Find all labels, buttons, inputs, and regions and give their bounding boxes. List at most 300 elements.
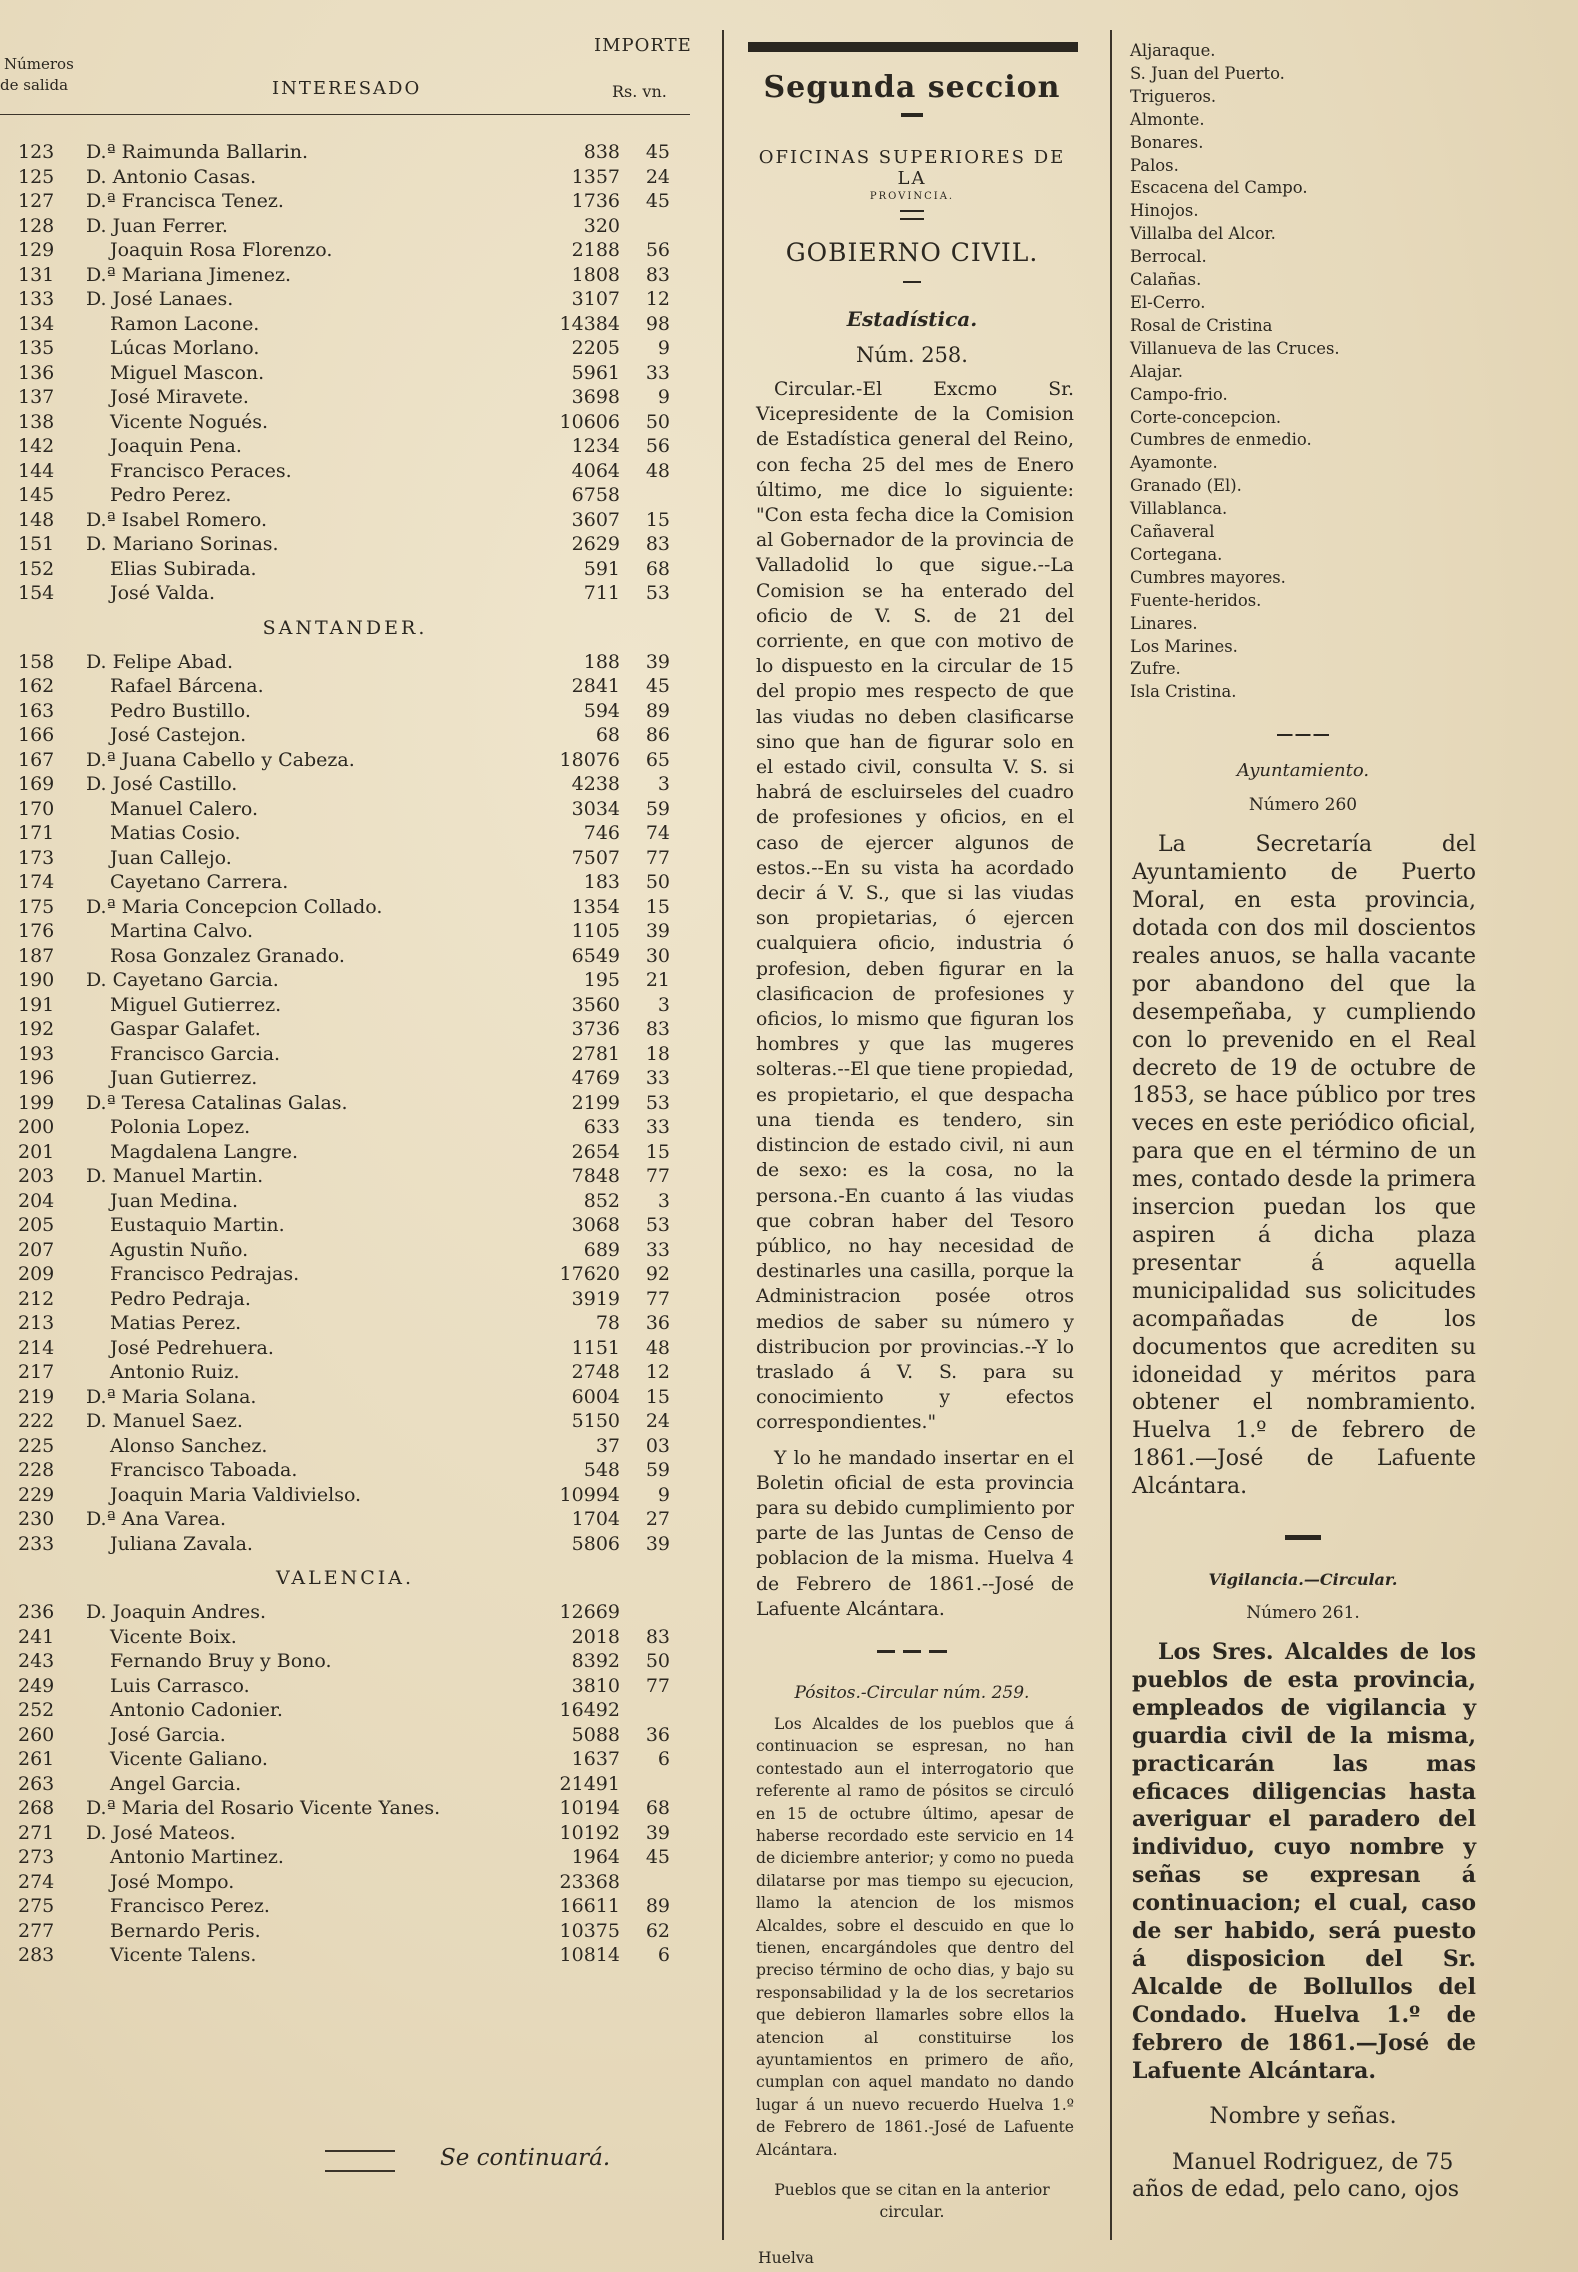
row-cents: 77 [645, 1674, 670, 1697]
row-name: José Mompo. [110, 1870, 235, 1893]
table-row [0, 238, 715, 263]
table-row [0, 723, 715, 748]
table-row [0, 1625, 715, 1650]
table-row [0, 189, 715, 214]
table-row [0, 1091, 715, 1116]
list-item: Cumbres de enmedio. [1130, 430, 1312, 450]
table-row [0, 944, 715, 969]
number-261: Número 261. [1246, 1603, 1360, 1624]
row-name: Vicente Boix. [110, 1625, 237, 1648]
list-item: El-Cerro. [1130, 292, 1206, 312]
row-name: Angel Garcia. [110, 1772, 242, 1795]
row-number: 131 [18, 263, 55, 286]
row-number: 229 [18, 1483, 55, 1506]
list-item: Campo-frio. [1130, 384, 1228, 404]
row-number: 127 [18, 190, 55, 212]
row-number: 212 [18, 1287, 55, 1310]
table-row [0, 1385, 715, 1410]
circular-258-closing: Y lo he mandado insertar en el Boletin oficial de esta provincia para su debido cumplimiento por parte de las Juntas de Censo de poblacion de la misma. Huelva 4 de Febrero de 1861.--José de Lafuente Alcántara. [756, 1447, 1074, 1620]
row-name: D.ª Isabel Romero. [86, 508, 268, 531]
row-number: 191 [18, 993, 55, 1016]
person-description: Manuel Rodriguez, de 75 años de edad, pelo cano, ojos [1132, 2149, 1460, 2202]
row-amount: 1637 [571, 1748, 620, 1770]
table-row [0, 1213, 715, 1238]
row-name: Joaquin Rosa Florenzo. [110, 239, 333, 261]
row-cents: 9 [657, 337, 670, 359]
row-cents: 12 [645, 288, 670, 310]
row-number: 196 [18, 1067, 55, 1089]
table-row [0, 1698, 715, 1723]
list-item: Villablanca. [1130, 499, 1228, 519]
nombre-senas-heading: Nombre y señas. [1209, 2103, 1397, 2129]
table-row [0, 1723, 715, 1748]
row-number: 249 [18, 1674, 55, 1697]
row-number: 193 [18, 1042, 55, 1065]
row-name: D.ª Juana Cabello y Cabeza. [86, 748, 355, 771]
row-amount: 5806 [571, 1532, 620, 1555]
row-amount: 548 [583, 1459, 620, 1481]
header-rsvn: Rs. vn. [612, 82, 667, 101]
row-amount: 2188 [571, 239, 620, 261]
row-amount: 3107 [571, 288, 620, 310]
row-number: 128 [18, 214, 55, 237]
row-cents: 15 [645, 1140, 670, 1163]
table-row [0, 1507, 715, 1532]
table-row [0, 895, 715, 920]
list-item: Los Marines. [1130, 636, 1238, 656]
table-row [0, 263, 715, 288]
row-amount: 18076 [559, 748, 620, 771]
table-row [0, 748, 715, 773]
row-name: D.ª Maria Solana. [86, 1385, 257, 1408]
table-row [0, 1017, 715, 1042]
row-cents: 9 [657, 1483, 670, 1506]
row-cents: 33 [645, 1116, 670, 1138]
row-number: 125 [18, 165, 55, 188]
list-item: Fuente-heridos. [1130, 590, 1262, 610]
row-cents: 83 [645, 1625, 670, 1648]
table-row [0, 336, 715, 361]
row-cents: 27 [645, 1508, 670, 1530]
row-number: 123 [18, 141, 55, 163]
pueblos-caption: Pueblos que se citan en la anterior circular. [774, 2181, 1050, 2222]
vigilancia-heading: Vigilancia.—Circular. [1208, 1570, 1398, 1590]
row-cents: 83 [645, 263, 670, 286]
list-item: Trigueros. [1130, 86, 1217, 106]
row-cents: 03 [645, 1434, 670, 1457]
row-cents: 56 [645, 239, 670, 261]
row-cents: 59 [645, 797, 670, 820]
row-number: 225 [18, 1434, 55, 1457]
notice-260-text: La Secretaría del Ayuntamiento de Puerto Moral, en esta provincia, dotada con dos mil doscientos reales anuos, se halla vacante por abandono del que la desempeñaba, y cumpliendo con lo prevenido en el Real decreto de 19 de octubre de 1853, se hace público por tres veces en este periódico oficial, para que en el término de un mes, contado desde la primera insercion puedan los que aspiren á dicha plaza presentar á aquella municipalidad sus solicitudes acompañadas de los documentos que acrediten su idoneidad y méritos para obtener el nombramiento. Huelva 1.º de febrero de 1861.—José de Lafuente Alcántara. [1132, 832, 1476, 1500]
row-name: Miguel Mascon. [110, 361, 265, 384]
number-260: Número 260 [1248, 795, 1358, 816]
row-amount: 320 [583, 214, 620, 237]
row-cents: 89 [645, 1895, 670, 1917]
row-amount: 2748 [571, 1361, 620, 1383]
row-amount: 852 [583, 1189, 620, 1212]
table-row [0, 1796, 715, 1821]
payment-list-column [0, 30, 715, 1968]
row-amount: 7848 [571, 1165, 620, 1187]
row-cents: 39 [645, 920, 670, 942]
header-salida: de salida [0, 76, 69, 94]
row-name: D. Juan Ferrer. [86, 214, 228, 237]
row-cents: 39 [645, 650, 670, 673]
row-amount: 4238 [571, 773, 620, 795]
payment-rows [0, 140, 715, 1968]
row-number: 166 [18, 724, 55, 746]
row-name: Gaspar Galafet. [110, 1018, 261, 1040]
list-item: Escacena del Campo. [1130, 178, 1308, 198]
row-number: 170 [18, 797, 55, 820]
row-number: 236 [18, 1601, 55, 1623]
table-row [0, 361, 715, 386]
list-item: Villanueva de las Cruces. [1130, 338, 1340, 358]
table-row [0, 312, 715, 337]
row-name: Francisco Taboada. [110, 1459, 298, 1481]
table-row [0, 1238, 715, 1263]
row-amount: 188 [583, 650, 620, 673]
row-number: 283 [18, 1944, 55, 1966]
row-number: 268 [18, 1797, 55, 1819]
table-row [0, 1894, 715, 1919]
row-number: 241 [18, 1625, 55, 1648]
table-row [0, 287, 715, 312]
row-amount: 195 [583, 969, 620, 991]
row-number: 207 [18, 1238, 55, 1261]
table-row [0, 772, 715, 797]
row-cents: 6 [657, 1748, 670, 1770]
row-number: 152 [18, 557, 55, 580]
row-amount: 3034 [571, 797, 620, 820]
table-row [0, 1066, 715, 1091]
official-section-column [742, 30, 1082, 2267]
row-cents: 56 [645, 435, 670, 457]
row-amount: 5961 [571, 361, 620, 384]
row-number: 199 [18, 1091, 55, 1114]
short-rule [903, 281, 921, 283]
row-number: 167 [18, 748, 55, 771]
row-number: 163 [18, 699, 55, 722]
row-number: 136 [18, 361, 55, 384]
table-row [0, 165, 715, 190]
row-cents: 24 [645, 165, 670, 188]
row-amount: 10606 [559, 410, 620, 433]
row-cents: 68 [645, 1797, 670, 1819]
row-amount: 14384 [559, 312, 620, 335]
row-name: D. Cayetano Garcia. [86, 969, 279, 991]
row-name: D. Manuel Martin. [86, 1165, 264, 1187]
row-amount: 37 [595, 1434, 620, 1457]
row-amount: 10194 [559, 1797, 620, 1819]
list-item: Cortegana. [1130, 544, 1223, 564]
row-cents: 15 [645, 1385, 670, 1408]
row-number: 171 [18, 822, 55, 844]
row-name: Francisco Pedrajas. [110, 1263, 300, 1285]
row-name: Pedro Pedraja. [110, 1287, 251, 1310]
row-amount: 2199 [571, 1091, 620, 1114]
row-cents: 77 [645, 1287, 670, 1310]
row-name: Juliana Zavala. [110, 1532, 253, 1555]
row-number: 222 [18, 1410, 55, 1432]
table-row [0, 1747, 715, 1772]
table-row [0, 1845, 715, 1870]
table-row [0, 1164, 715, 1189]
row-cents: 62 [645, 1919, 670, 1942]
row-cents: 12 [645, 1361, 670, 1383]
row-name: D.ª Francisca Tenez. [86, 190, 284, 212]
row-amount: 633 [583, 1116, 620, 1138]
row-number: 176 [18, 920, 55, 942]
row-name: Alonso Sanchez. [110, 1434, 268, 1457]
table-row [0, 1674, 715, 1699]
table-row [0, 214, 715, 239]
row-cents: 50 [645, 410, 670, 433]
row-cents: 74 [645, 822, 670, 844]
row-name: Luis Carrasco. [110, 1674, 250, 1697]
row-amount: 2841 [571, 675, 620, 697]
table-row [0, 846, 715, 871]
row-number: 145 [18, 484, 55, 506]
list-item: Zufre. [1130, 659, 1181, 679]
table-row [0, 1115, 715, 1140]
row-cents: 21 [645, 969, 670, 991]
row-cents: 53 [645, 582, 670, 604]
ayuntamiento-heading: Ayuntamiento. [1236, 760, 1370, 782]
table-row [0, 434, 715, 459]
table-row [0, 1042, 715, 1067]
row-amount: 5088 [571, 1723, 620, 1746]
row-number: 205 [18, 1214, 55, 1236]
ornament-icon [325, 2150, 395, 2172]
table-row [0, 993, 715, 1018]
row-name: Vicente Talens. [110, 1944, 257, 1966]
row-name: José Castejon. [110, 724, 247, 746]
row-cents: 39 [645, 1821, 670, 1844]
row-amount: 838 [583, 141, 620, 163]
row-name: Pedro Perez. [110, 484, 232, 506]
list-item: Bonares. [1130, 132, 1204, 152]
row-number: 203 [18, 1165, 55, 1187]
row-cents: 98 [645, 312, 670, 335]
row-cents: 3 [657, 773, 670, 795]
row-cents: 45 [645, 675, 670, 697]
row-name: D. Felipe Abad. [86, 650, 234, 673]
row-cents: 53 [645, 1214, 670, 1236]
row-amount: 4769 [571, 1067, 620, 1089]
row-name: Joaquin Maria Valdivielso. [110, 1483, 362, 1506]
row-number: 233 [18, 1532, 55, 1555]
row-amount: 1704 [571, 1508, 620, 1530]
table-row [0, 821, 715, 846]
double-rule [900, 210, 924, 220]
block-separator [1285, 1535, 1321, 1540]
row-name: Antonio Ruiz. [110, 1361, 240, 1383]
row-cents: 33 [645, 361, 670, 384]
row-amount: 3068 [571, 1214, 620, 1236]
row-amount: 12669 [559, 1601, 620, 1623]
row-cents: 83 [645, 533, 670, 555]
gobierno-heading: GOBIERNO CIVIL. [785, 238, 1039, 267]
row-amount: 6758 [571, 484, 620, 506]
top-rule [748, 42, 1078, 52]
circular-259-text: Los Alcaldes de los pueblos que á continuacion se espresan, no han contestado aun el interrogatorio que referente al ramo de pósitos se circuló en 15 de octubre último, apesar de haberse recordado este servicio en 14 de diciembre anterior; y como no pueda dilatarse por mas tiempo su ejecucion, llamo la atencion de los mismos Alcaldes, sobre el descuido en que lo tienen, encargándoles que dentro del preciso término de ocho dias, y bajo su responsabilidad y la de los secretarios que debieron llamarles sobre ellos la atencion al constituirse los ayuntamientos en primero de año, cumplan con aquel mandato no dando lugar á un nuevo recuerdo Huelva 1.º de Febrero de 1861.-José de Lafuente Alcántara. [756, 1714, 1074, 2159]
table-row [0, 508, 715, 533]
row-cents: 3 [657, 1189, 670, 1212]
row-cents: 24 [645, 1410, 670, 1432]
row-cents: 33 [645, 1238, 670, 1261]
header-importe: IMPORTE [594, 35, 692, 56]
row-number: 243 [18, 1650, 55, 1672]
row-number: 277 [18, 1919, 55, 1942]
table-row [0, 1360, 715, 1385]
row-amount: 689 [583, 1238, 620, 1261]
row-cents: 6 [657, 1944, 670, 1966]
row-name: Magdalena Langre. [110, 1140, 299, 1163]
row-number: 252 [18, 1699, 55, 1721]
row-name: D. José Castillo. [86, 773, 238, 795]
row-amount: 1354 [571, 895, 620, 918]
row-cents: 77 [645, 846, 670, 869]
list-item: Alajar. [1130, 361, 1183, 381]
row-amount: 16611 [559, 1895, 620, 1917]
row-cents: 83 [645, 1018, 670, 1040]
table-row [0, 1532, 715, 1557]
list-item: Ayamonte. [1130, 453, 1218, 473]
row-cents: 89 [645, 699, 670, 722]
row-number: 158 [18, 650, 55, 673]
row-number: 134 [18, 312, 55, 335]
notices-column [1130, 40, 1476, 2203]
number-258: Núm. 258. [856, 343, 968, 367]
list-item: Palos. [1130, 155, 1179, 175]
row-name: Eustaquio Martin. [110, 1214, 285, 1236]
table-row [0, 557, 715, 582]
row-name: D. José Lanaes. [86, 288, 234, 310]
table-row [0, 1287, 715, 1312]
notice-261-text: Los Sres. Alcaldes de los pueblos de esta provincia, empleados de vigilancia y guardia civil de la misma, practicarán las mas eficaces diligencias hasta averiguar el paradero del individuo, cuyo nombre y señas se expresan á continuacion; el cual, caso de ser habido, será puesto á disposicion del Sr. Alcalde de Bollullos del Condado. Huelva 1.º de febrero de 1861.—José de Lafuente Alcántara. [1132, 1639, 1476, 2084]
row-amount: 1808 [571, 263, 620, 286]
row-number: 275 [18, 1895, 55, 1917]
row-cents: 45 [645, 1846, 670, 1868]
header-numeros: Números [4, 55, 74, 73]
dash-separator [877, 1650, 947, 1653]
row-cents: 50 [645, 1650, 670, 1672]
row-number: 213 [18, 1312, 55, 1334]
table-row [0, 459, 715, 484]
row-number: 217 [18, 1361, 55, 1383]
list-item: Cañaveral [1130, 522, 1215, 542]
row-amount: 591 [583, 557, 620, 580]
estadistica-heading: Estadística. [846, 307, 978, 331]
row-amount: 2629 [571, 533, 620, 555]
row-name: Elias Subirada. [110, 557, 257, 580]
table-row [0, 140, 715, 165]
row-amount: 2781 [571, 1042, 620, 1065]
row-number: 228 [18, 1459, 55, 1481]
table-row [0, 1458, 715, 1483]
row-cents: 3 [657, 993, 670, 1016]
row-amount: 2654 [571, 1140, 620, 1163]
row-number: 133 [18, 288, 55, 310]
row-cents: 45 [645, 141, 670, 163]
list-item: Cumbres mayores. [1130, 567, 1286, 587]
table-header [0, 30, 715, 140]
row-number: 174 [18, 871, 55, 893]
continuara-note: Se continuará. [440, 2145, 611, 2171]
row-amount: 1234 [571, 435, 620, 457]
row-name: D.ª Maria Concepcion Collado. [86, 895, 383, 918]
row-number: 162 [18, 675, 55, 697]
row-amount: 23368 [559, 1870, 620, 1893]
list-item: Corte-concepcion. [1130, 407, 1282, 427]
list-item: Isla Cristina. [1130, 682, 1237, 702]
row-amount: 5150 [571, 1410, 620, 1432]
list-item: Linares. [1130, 613, 1198, 633]
row-number: 154 [18, 582, 55, 604]
row-name: Antonio Martinez. [110, 1846, 284, 1868]
row-number: 148 [18, 508, 55, 531]
table-row [0, 1600, 715, 1625]
column-rule-left [722, 30, 724, 2240]
row-number: 274 [18, 1870, 55, 1893]
row-cents: 50 [645, 871, 670, 893]
row-name: D.ª Teresa Catalinas Galas. [86, 1091, 348, 1114]
table-row [0, 1870, 715, 1895]
row-cents: 36 [645, 1312, 670, 1334]
list-item: Almonte. [1130, 109, 1205, 129]
row-cents: 86 [645, 724, 670, 746]
row-name: Vicente Galiano. [110, 1748, 268, 1770]
table-row [0, 385, 715, 410]
town-list [1130, 40, 1476, 704]
row-number: 219 [18, 1385, 55, 1408]
row-name: Joaquin Pena. [110, 435, 242, 457]
row-amount: 10994 [559, 1483, 620, 1506]
table-row [0, 532, 715, 557]
row-number: 187 [18, 944, 55, 967]
row-amount: 1151 [571, 1336, 620, 1359]
table-row [0, 1943, 715, 1968]
row-cents: 33 [645, 1067, 670, 1089]
row-cents: 53 [645, 1091, 670, 1114]
row-number: 190 [18, 969, 55, 991]
list-item: Rosal de Cristina [1130, 315, 1273, 335]
row-number: 204 [18, 1189, 55, 1212]
table-row [0, 1189, 715, 1214]
row-name: D.ª Ana Varea. [86, 1508, 226, 1530]
row-number: 200 [18, 1116, 55, 1138]
row-amount: 3919 [571, 1287, 620, 1310]
table-row [0, 1483, 715, 1508]
table-row [0, 674, 715, 699]
row-name: Rosa Gonzalez Granado. [110, 944, 345, 967]
table-row [0, 968, 715, 993]
row-number: 144 [18, 459, 55, 482]
row-name: Vicente Nogués. [110, 410, 269, 433]
row-name: D. José Mateos. [86, 1821, 236, 1844]
row-name: D. Joaquin Andres. [86, 1601, 267, 1623]
row-name: Matias Cosio. [110, 822, 241, 844]
row-number: 230 [18, 1508, 55, 1530]
table-row [0, 699, 715, 724]
row-amount: 594 [583, 699, 620, 722]
row-cents: 9 [657, 386, 670, 408]
row-name: Francisco Perez. [110, 1895, 270, 1917]
row-amount: 78 [595, 1312, 620, 1334]
row-amount: 1964 [571, 1846, 620, 1868]
